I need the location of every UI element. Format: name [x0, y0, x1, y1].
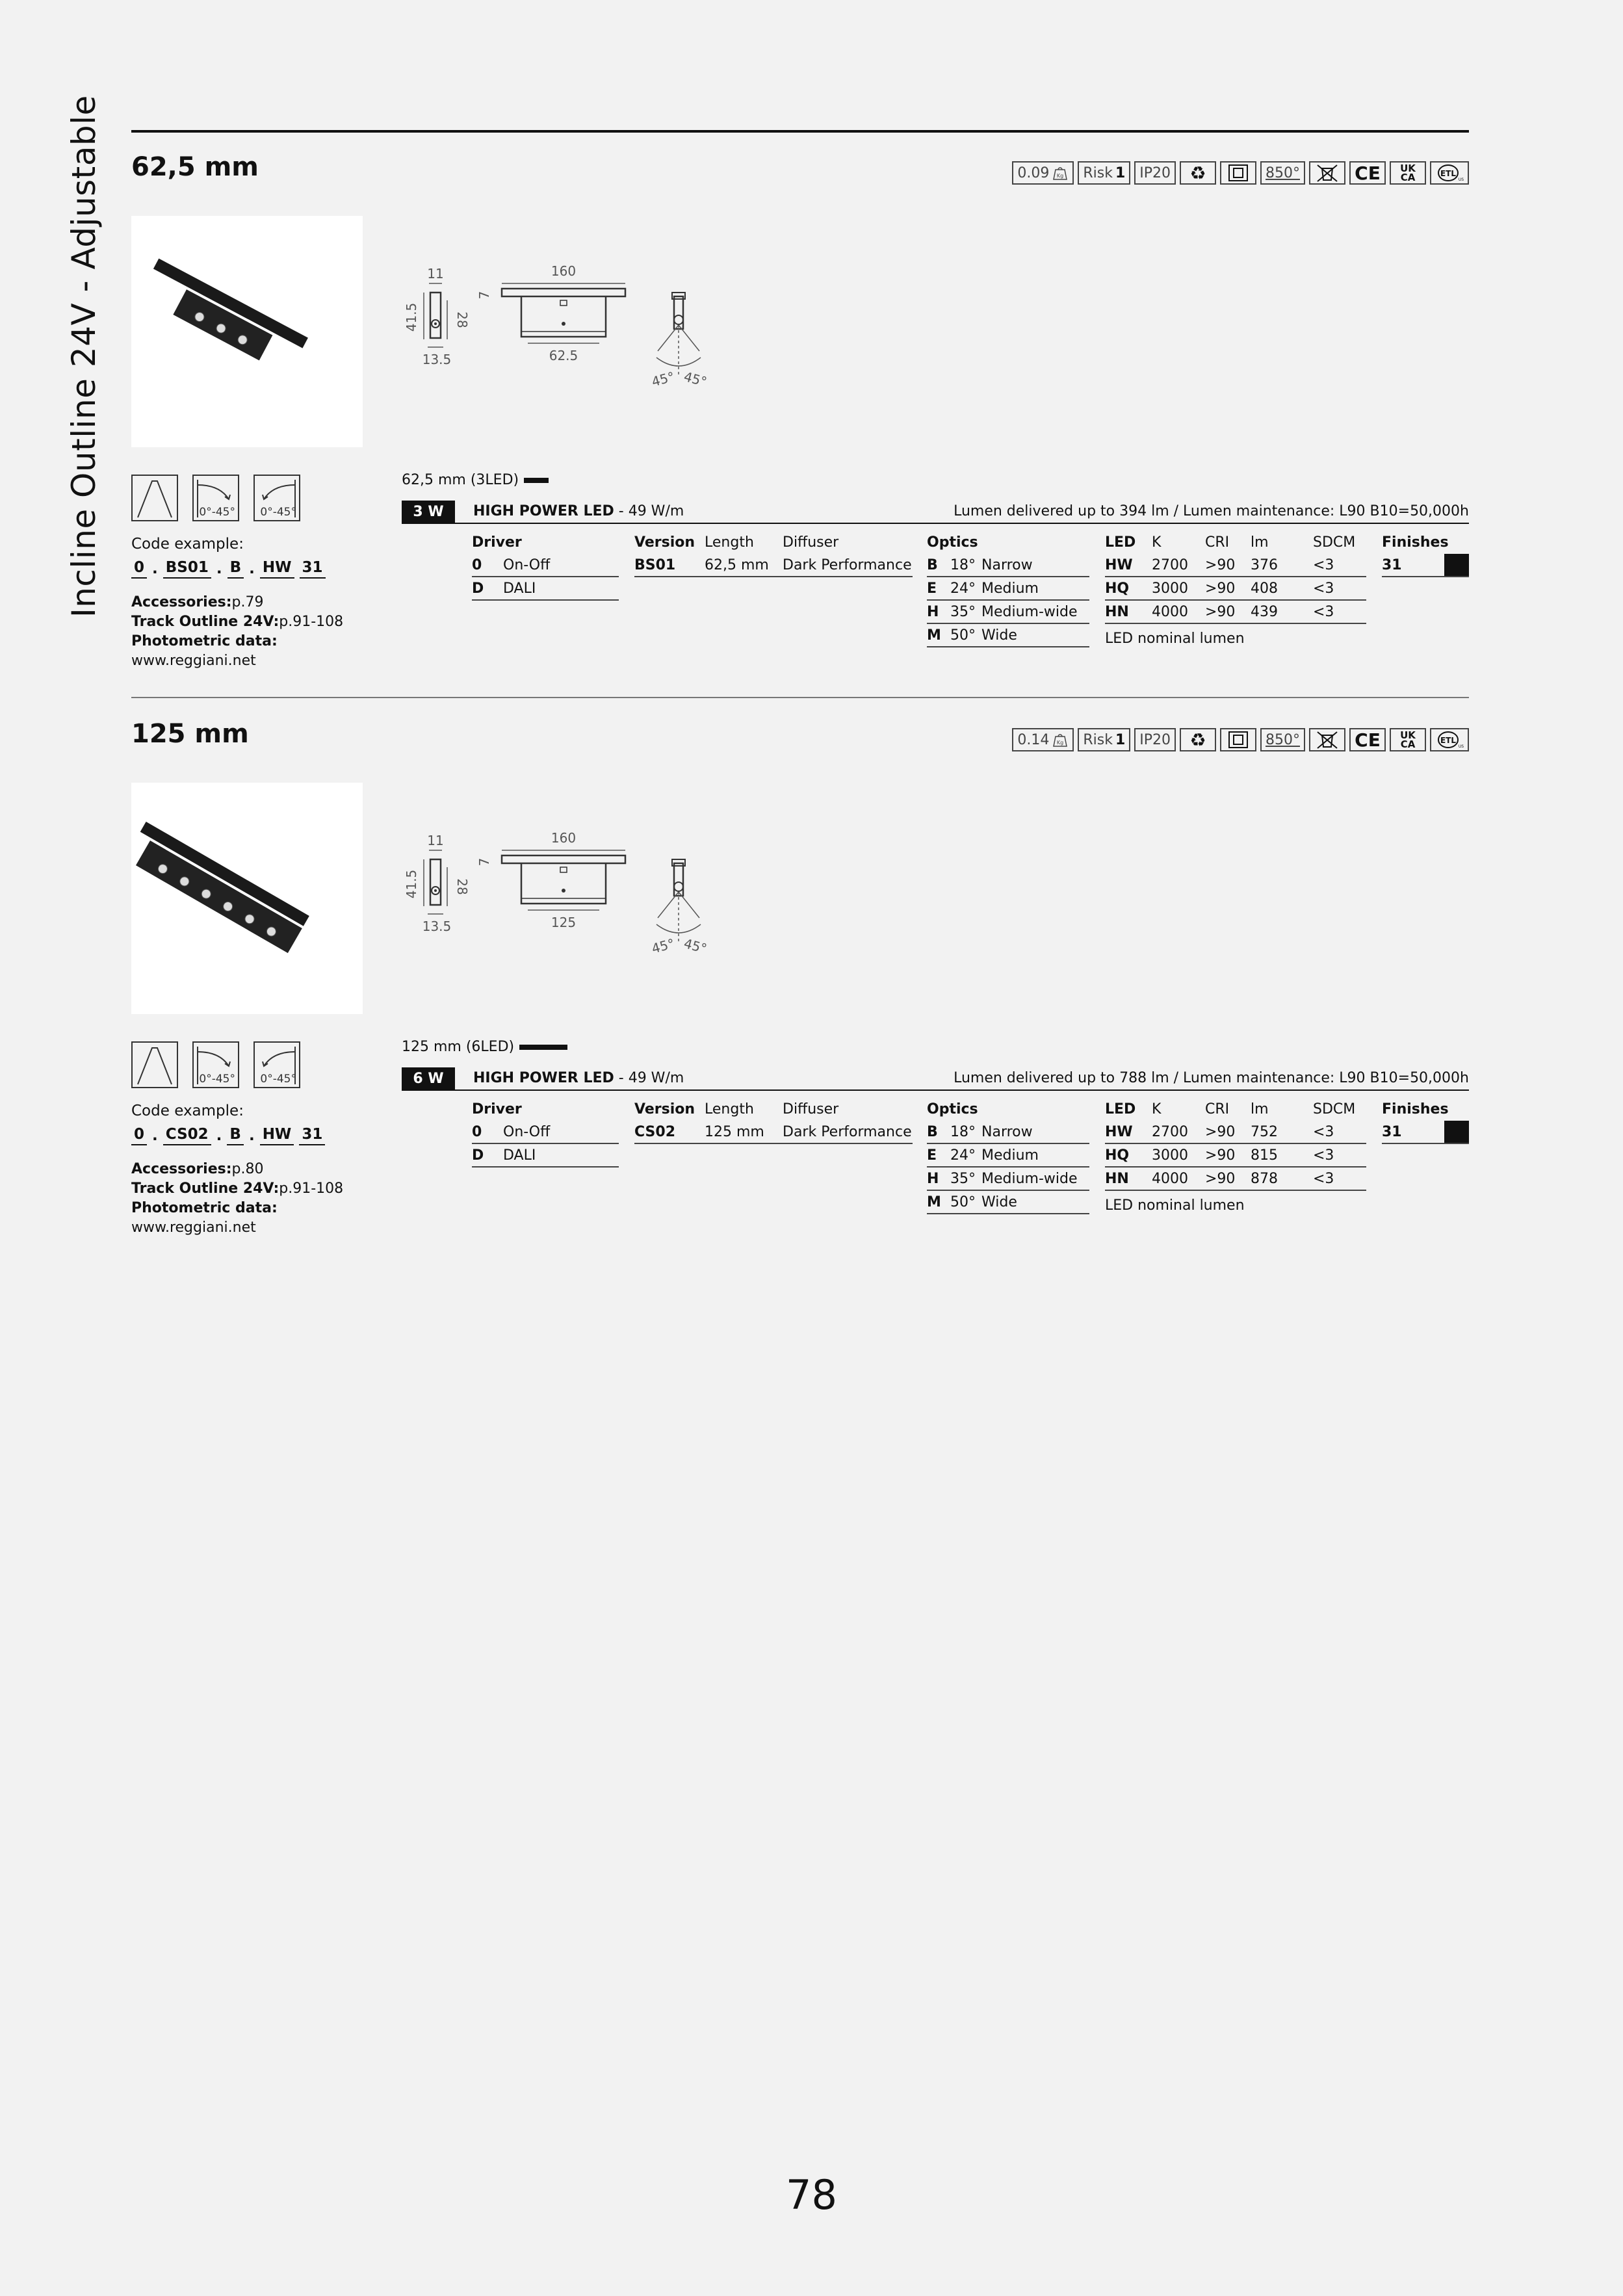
hp-label: HIGH POWER LED	[473, 503, 614, 519]
optic-code: E	[927, 580, 937, 597]
svg-text:ETL: ETL	[1440, 169, 1457, 178]
beam-icon-tilt-right	[192, 475, 239, 521]
technical-drawing	[398, 827, 801, 963]
optic-name: Narrow	[981, 556, 1033, 573]
driver-rows	[472, 554, 619, 601]
optics-header: Optics	[927, 1101, 978, 1117]
ukca-mark: UK CA	[1400, 729, 1416, 750]
lumen-text: Lumen delivered up to 394 lm / Lumen maintenance: L90 B10=50,000h	[954, 503, 1469, 519]
ce-mark: CE	[1355, 729, 1381, 751]
dim-bottom: 13.5	[422, 919, 452, 934]
etl-badge	[1430, 161, 1469, 185]
watt-badge: 6 W	[402, 1067, 455, 1089]
cri-header: CRI	[1205, 534, 1230, 551]
code-finish: 31	[299, 1126, 325, 1145]
led-k: 2700	[1152, 1123, 1188, 1140]
led-type	[473, 1070, 684, 1086]
led-code: HN	[1105, 1170, 1129, 1187]
code-version: CS02	[163, 1126, 211, 1145]
dim-len-top: 160	[551, 830, 577, 846]
hp-suffix: - 49 W/m	[618, 1070, 684, 1086]
led-note: LED nominal lumen	[1105, 1197, 1245, 1214]
version-diffuser: Dark Performance	[783, 1123, 912, 1140]
led-lm: 815	[1251, 1147, 1278, 1164]
led-rows	[1105, 1121, 1366, 1191]
code-dot: .	[152, 560, 158, 577]
led-note: LED nominal lumen	[1105, 631, 1245, 647]
code-driver: 0	[131, 559, 147, 579]
version-length: 125 mm	[705, 1123, 764, 1140]
angle-right: 45°	[682, 369, 709, 390]
led-sdcm: <3	[1313, 1147, 1334, 1164]
weight-badge	[1012, 161, 1074, 185]
driver-row	[472, 1144, 619, 1168]
optics-row	[927, 624, 1089, 647]
led-cri: >90	[1205, 580, 1236, 597]
code-example	[131, 559, 326, 579]
section-title: 62,5 mm	[131, 152, 259, 182]
svg-text:ETL: ETL	[1440, 736, 1457, 745]
optics-row	[927, 554, 1089, 577]
risk-badge	[1078, 728, 1130, 751]
version-code: BS01	[634, 556, 676, 573]
led-column	[1105, 1097, 1366, 1214]
hp-suffix: - 49 W/m	[618, 503, 684, 519]
ip-badge	[1134, 728, 1176, 751]
variant-label	[402, 472, 549, 488]
optic-degree: 35°	[950, 1170, 976, 1187]
k-header: K	[1152, 1101, 1162, 1117]
track-page: p.91-108	[279, 614, 344, 630]
risk-value: 1	[1115, 164, 1126, 181]
ce-badge	[1349, 161, 1386, 185]
driver-name: On-Off	[503, 1123, 551, 1140]
accessories-line	[131, 1160, 343, 1179]
angle-left: 45°	[649, 935, 677, 957]
section-rule	[131, 130, 1469, 133]
svg-text:Kg: Kg	[1057, 173, 1064, 179]
finish-row	[1382, 554, 1469, 577]
code-version: BS01	[163, 559, 211, 579]
code-dot: .	[152, 1127, 158, 1144]
svg-text:US: US	[1458, 744, 1464, 749]
diffuser-header: Diffuser	[783, 534, 839, 551]
driver-name: DALI	[503, 1147, 536, 1164]
svg-text:Kg: Kg	[1057, 740, 1064, 746]
led-header: LED	[1105, 1101, 1136, 1117]
version-row	[634, 554, 913, 577]
no-dispose-icon	[1314, 730, 1340, 750]
code-driver: 0	[131, 1126, 147, 1145]
version-column	[634, 1097, 913, 1144]
dim-h-left: 41.5	[404, 302, 419, 332]
track-label: Track Outline 24V:	[131, 614, 279, 630]
version-rows	[634, 1121, 913, 1144]
sdcm-header: SDCM	[1313, 1101, 1356, 1117]
product-photo	[131, 783, 363, 1014]
weight-value: 0.09	[1017, 164, 1050, 181]
variant-label	[402, 1039, 567, 1055]
double-insulation-icon	[1227, 731, 1249, 749]
optics-row	[927, 601, 1089, 624]
section-rule	[131, 697, 1469, 698]
recycle-badge	[1180, 161, 1216, 185]
optic-code: H	[927, 1170, 939, 1187]
optic-name: Medium-wide	[981, 1170, 1078, 1187]
optic-name: Medium	[981, 580, 1039, 597]
optic-code: B	[927, 1123, 938, 1140]
optic-degree: 50°	[950, 627, 976, 644]
led-cri: >90	[1205, 1147, 1236, 1164]
led-header-row	[1105, 530, 1366, 554]
dim-len-bottom: 125	[551, 915, 577, 930]
etl-icon	[1435, 730, 1464, 750]
optic-code: B	[927, 556, 938, 573]
temperature-badge	[1260, 161, 1305, 185]
dim-h-inner: 28	[454, 311, 470, 328]
recycle-icon: ♻	[1189, 162, 1206, 184]
lm-header: lm	[1251, 534, 1269, 551]
optic-name: Wide	[981, 627, 1017, 644]
dim-len-top: 160	[551, 263, 577, 279]
length-header: Length	[705, 1101, 754, 1117]
optic-code: M	[927, 627, 941, 644]
product-section	[131, 130, 1469, 702]
version-header: Version	[634, 534, 695, 551]
finish-swatch-black	[1444, 554, 1469, 576]
led-cri: >90	[1205, 556, 1236, 573]
optics-row	[927, 1121, 1089, 1144]
ce-mark: CE	[1355, 162, 1381, 184]
variant-bar	[519, 1045, 567, 1050]
no-dispose-icon	[1314, 163, 1340, 183]
lumen-text: Lumen delivered up to 788 lm / Lumen maintenance: L90 B10=50,000h	[954, 1070, 1469, 1086]
code-example-label: Code example:	[131, 1102, 244, 1119]
beam-icon-tilt-left	[253, 1041, 300, 1088]
dimension-drawing	[398, 827, 801, 963]
track-line	[131, 1179, 343, 1199]
led-header-row	[1105, 1097, 1366, 1121]
ukca-badge	[1390, 728, 1426, 751]
risk-value: 1	[1115, 731, 1126, 748]
k-header: K	[1152, 534, 1162, 551]
accessories-page: p.80	[231, 1161, 264, 1177]
ukca-mark: UK CA	[1400, 163, 1416, 183]
technical-drawing	[398, 260, 801, 397]
optic-degree: 35°	[950, 603, 976, 620]
hp-label: HIGH POWER LED	[473, 1070, 614, 1086]
website-link[interactable]: www.reggiani.net	[131, 653, 256, 669]
led-k: 4000	[1152, 1170, 1188, 1187]
optics-row	[927, 1144, 1089, 1168]
ip-value: IP20	[1139, 164, 1171, 181]
dim-len-bottom: 62.5	[549, 348, 578, 363]
beam-angle-label: 0°-45°	[199, 1073, 235, 1086]
driver-code: D	[472, 580, 484, 597]
photometric-label: Photometric data:	[131, 1200, 278, 1216]
driver-rows	[472, 1121, 619, 1168]
code-optics: B	[227, 559, 244, 579]
finishes-column	[1382, 1097, 1469, 1144]
product-section	[131, 697, 1469, 1269]
finish-row	[1382, 1121, 1469, 1144]
led-row	[1105, 554, 1366, 577]
led-column	[1105, 530, 1366, 647]
led-row	[1105, 1121, 1366, 1144]
kg-icon	[1052, 731, 1069, 748]
watt-badge: 3 W	[402, 501, 455, 523]
accessories-label: Accessories:	[131, 1161, 232, 1177]
certification-badges	[1012, 728, 1469, 751]
dim-w-top: 11	[427, 266, 444, 281]
optics-header: Optics	[927, 534, 978, 551]
dim-side-h: 7	[476, 291, 492, 300]
version-length: 62,5 mm	[705, 556, 769, 573]
optics-rows	[927, 554, 1089, 647]
beam-angle-label: 0°-45°	[260, 506, 296, 519]
led-cri: >90	[1205, 1170, 1236, 1187]
beam-icons	[131, 475, 300, 521]
luminaire-image	[131, 783, 363, 1014]
led-code: HQ	[1105, 1147, 1130, 1164]
accessories-page: p.79	[231, 594, 264, 610]
no-bin-badge	[1309, 728, 1345, 751]
optic-degree: 24°	[950, 580, 976, 597]
driver-row	[472, 577, 619, 601]
led-code: HW	[1105, 556, 1133, 573]
website-link[interactable]: www.reggiani.net	[131, 1220, 256, 1236]
code-optics: B	[227, 1126, 244, 1145]
optic-name: Medium-wide	[981, 603, 1078, 620]
side-title-text: Incline Outline 24V - Adjustable	[65, 95, 103, 618]
beam-cone-icon	[133, 476, 177, 520]
track-line	[131, 612, 343, 632]
variant-bar	[524, 478, 549, 483]
optic-name: Narrow	[981, 1123, 1033, 1140]
beam-cone-icon	[133, 1043, 177, 1087]
double-insulation-icon	[1227, 164, 1249, 182]
driver-column	[472, 1097, 619, 1168]
optics-row	[927, 577, 1089, 601]
class-ii-badge	[1220, 161, 1256, 185]
certification-badges	[1012, 161, 1469, 185]
driver-name: On-Off	[503, 556, 551, 573]
ukca-badge	[1390, 161, 1426, 185]
page-number: 78	[786, 2171, 837, 2219]
beam-icon-tilt-right	[192, 1041, 239, 1088]
driver-code: 0	[472, 1123, 482, 1140]
track-page: p.91-108	[279, 1181, 344, 1197]
version-column	[634, 530, 913, 577]
diffuser-header: Diffuser	[783, 1101, 839, 1117]
temperature-value: 850°	[1266, 731, 1300, 748]
led-type	[473, 503, 684, 519]
section-title: 125 mm	[131, 719, 249, 749]
optic-degree: 18°	[950, 556, 976, 573]
version-diffuser: Dark Performance	[783, 556, 912, 573]
lm-header: lm	[1251, 1101, 1269, 1117]
led-sdcm: <3	[1313, 556, 1334, 573]
angle-right: 45°	[682, 935, 709, 957]
references	[131, 1160, 343, 1238]
led-lm: 878	[1251, 1170, 1278, 1187]
beam-icons	[131, 1041, 300, 1088]
dim-side-h: 7	[476, 857, 492, 867]
led-sdcm: <3	[1313, 580, 1334, 597]
version-header-row	[634, 530, 913, 554]
etl-icon	[1435, 163, 1464, 183]
code-example-label: Code example:	[131, 536, 244, 553]
led-sdcm: <3	[1313, 603, 1334, 620]
track-label: Track Outline 24V:	[131, 1181, 279, 1197]
driver-code: D	[472, 1147, 484, 1164]
accessories-line	[131, 593, 343, 612]
led-lm: 439	[1251, 603, 1278, 620]
finish-code: 31	[1382, 1123, 1402, 1140]
references	[131, 593, 343, 671]
risk-badge	[1078, 161, 1130, 185]
led-code: HW	[1105, 1123, 1133, 1140]
risk-label: Risk	[1083, 731, 1113, 748]
driver-row	[472, 554, 619, 577]
photometric-line	[131, 632, 343, 651]
driver-header: Driver	[472, 1101, 522, 1117]
angle-left: 45°	[649, 369, 677, 390]
finishes-header: Finishes	[1382, 1101, 1449, 1117]
led-lm: 752	[1251, 1123, 1278, 1140]
beam-icon-fixed	[131, 475, 178, 521]
ce-badge	[1349, 728, 1386, 751]
version-code: CS02	[634, 1123, 676, 1140]
power-row	[402, 501, 1469, 524]
code-finish: 31	[300, 559, 326, 579]
optics-row	[927, 1168, 1089, 1191]
finishes-header: Finishes	[1382, 534, 1449, 551]
version-header: Version	[634, 1101, 695, 1117]
kg-icon	[1052, 164, 1069, 181]
code-example	[131, 1126, 325, 1145]
svg-text:US: US	[1458, 177, 1464, 182]
optics-rows	[927, 1121, 1089, 1214]
optic-name: Medium	[981, 1147, 1039, 1164]
version-row	[634, 1121, 913, 1144]
length-header: Length	[705, 534, 754, 551]
led-row	[1105, 577, 1366, 601]
led-rows	[1105, 554, 1366, 624]
driver-header: Driver	[472, 534, 522, 551]
finishes-column	[1382, 530, 1469, 577]
led-header: LED	[1105, 534, 1136, 551]
etl-badge	[1430, 728, 1469, 751]
led-k: 3000	[1152, 1147, 1188, 1164]
led-row	[1105, 1168, 1366, 1191]
no-bin-badge	[1309, 161, 1345, 185]
led-code: HN	[1105, 603, 1129, 620]
ip-value: IP20	[1139, 731, 1171, 748]
dimension-drawing	[398, 260, 801, 397]
dim-h-left: 41.5	[404, 869, 419, 899]
sdcm-header: SDCM	[1313, 534, 1356, 551]
power-row	[402, 1067, 1469, 1091]
code-dot: .	[216, 560, 222, 577]
optic-degree: 24°	[950, 1147, 976, 1164]
led-k: 3000	[1152, 580, 1188, 597]
driver-name: DALI	[503, 580, 536, 597]
variant-text: 62,5 mm (3LED)	[402, 472, 519, 488]
optics-column	[927, 530, 1089, 647]
photometric-line	[131, 1199, 343, 1218]
driver-code: 0	[472, 556, 482, 573]
beam-icon-fixed	[131, 1041, 178, 1088]
photometric-label: Photometric data:	[131, 633, 278, 649]
led-k: 2700	[1152, 556, 1188, 573]
finish-code: 31	[1382, 556, 1402, 573]
temperature-value: 850°	[1266, 164, 1300, 181]
optic-name: Wide	[981, 1194, 1017, 1210]
recycle-icon: ♻	[1189, 729, 1206, 751]
weight-badge	[1012, 728, 1074, 751]
code-dot: .	[249, 560, 255, 577]
code-dot: .	[248, 1127, 255, 1144]
dim-bottom: 13.5	[422, 352, 452, 367]
driver-column	[472, 530, 619, 601]
led-lm: 376	[1251, 556, 1278, 573]
optic-code: H	[927, 603, 939, 620]
code-dot: .	[216, 1127, 222, 1144]
beam-icon-tilt-left	[253, 475, 300, 521]
ip-badge	[1134, 161, 1176, 185]
led-lm: 408	[1251, 580, 1278, 597]
side-title	[21, 0, 105, 650]
dim-h-inner: 28	[454, 878, 470, 895]
optics-column	[927, 1097, 1089, 1214]
risk-label: Risk	[1083, 164, 1113, 181]
optic-degree: 50°	[950, 1194, 976, 1210]
led-sdcm: <3	[1313, 1123, 1334, 1140]
product-photo	[131, 216, 363, 447]
variant-text: 125 mm (6LED)	[402, 1039, 515, 1055]
driver-row	[472, 1121, 619, 1144]
optics-row	[927, 1191, 1089, 1214]
led-sdcm: <3	[1313, 1170, 1334, 1187]
beam-angle-label: 0°-45°	[199, 506, 235, 519]
recycle-badge	[1180, 728, 1216, 751]
optic-degree: 18°	[950, 1123, 976, 1140]
finish-swatch-black	[1444, 1121, 1469, 1143]
led-k: 4000	[1152, 603, 1188, 620]
luminaire-image	[131, 216, 363, 447]
led-row	[1105, 601, 1366, 624]
optic-code: M	[927, 1194, 941, 1210]
code-led: HW	[260, 559, 294, 579]
weight-value: 0.14	[1017, 731, 1050, 748]
accessories-label: Accessories:	[131, 594, 232, 610]
dim-w-top: 11	[427, 833, 444, 848]
version-header-row	[634, 1097, 913, 1121]
led-cri: >90	[1205, 1123, 1236, 1140]
led-cri: >90	[1205, 603, 1236, 620]
beam-angle-label: 0°-45°	[260, 1073, 296, 1086]
class-ii-badge	[1220, 728, 1256, 751]
version-rows	[634, 554, 913, 577]
led-row	[1105, 1144, 1366, 1168]
optic-code: E	[927, 1147, 937, 1164]
cri-header: CRI	[1205, 1101, 1230, 1117]
temperature-badge	[1260, 728, 1305, 751]
code-led: HW	[260, 1126, 294, 1145]
led-code: HQ	[1105, 580, 1130, 597]
